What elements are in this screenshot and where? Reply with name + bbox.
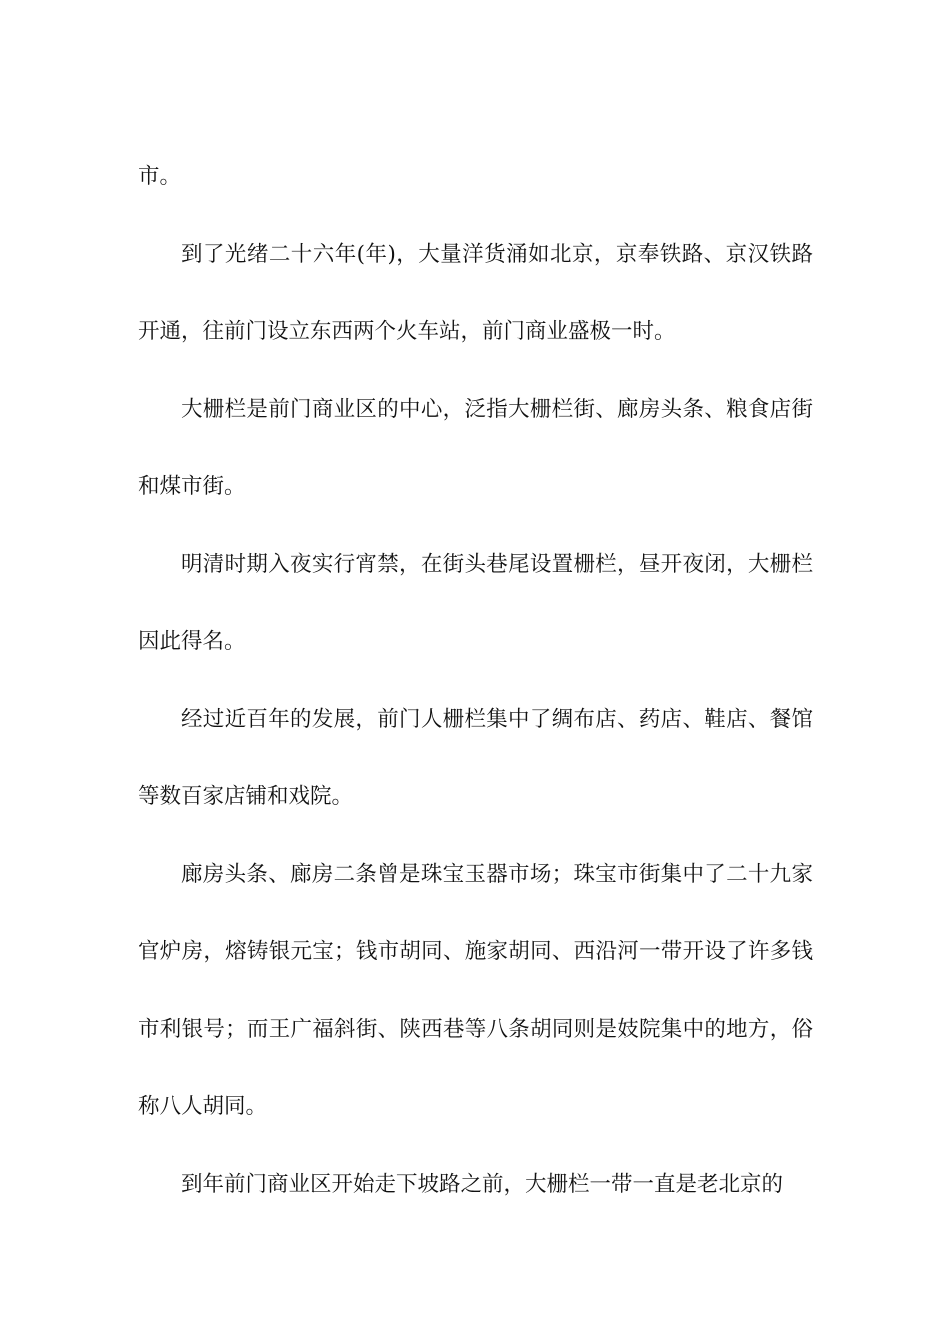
paragraph-2: 到了光绪二十六年(年)，大量洋货涌如北京，京奉铁路、京汉铁路开通，往前门设立东西两个火车站，前门商业盛极一时。 — [138, 241, 813, 344]
paragraph-3: 大栅栏是前门商业区的中心，泛指大栅栏街、廊房头条、粮食店街和煤市街。 — [138, 396, 813, 499]
paragraph-1: 市。 — [138, 164, 182, 189]
paragraph-7: 到年前门商业区开始走下坡路之前，大栅栏一带一直是老北京的 — [181, 1171, 784, 1197]
paragraph-4: 明清时期入夜实行宵禁，在街头巷尾设置栅栏，昼开夜闭，大栅栏因此得名。 — [138, 551, 813, 654]
paragraph-6: 廊房头条、廊房二条曾是珠宝玉器市场；珠宝市街集中了二十九家官炉房，熔铸银元宝；钱市胡同、施家胡同、西沿河一带开设了许多钱市利银号；而王广福斜街、陕西巷等八条胡同则是妓院集中的地方，俗称八人胡同。 — [138, 861, 813, 1119]
paragraph-5: 经过近百年的发展，前门人栅栏集中了绸布店、药店、鞋店、餐馆等数百家店铺和戏院。 — [138, 706, 813, 809]
document-body — [138, 138, 813, 1223]
